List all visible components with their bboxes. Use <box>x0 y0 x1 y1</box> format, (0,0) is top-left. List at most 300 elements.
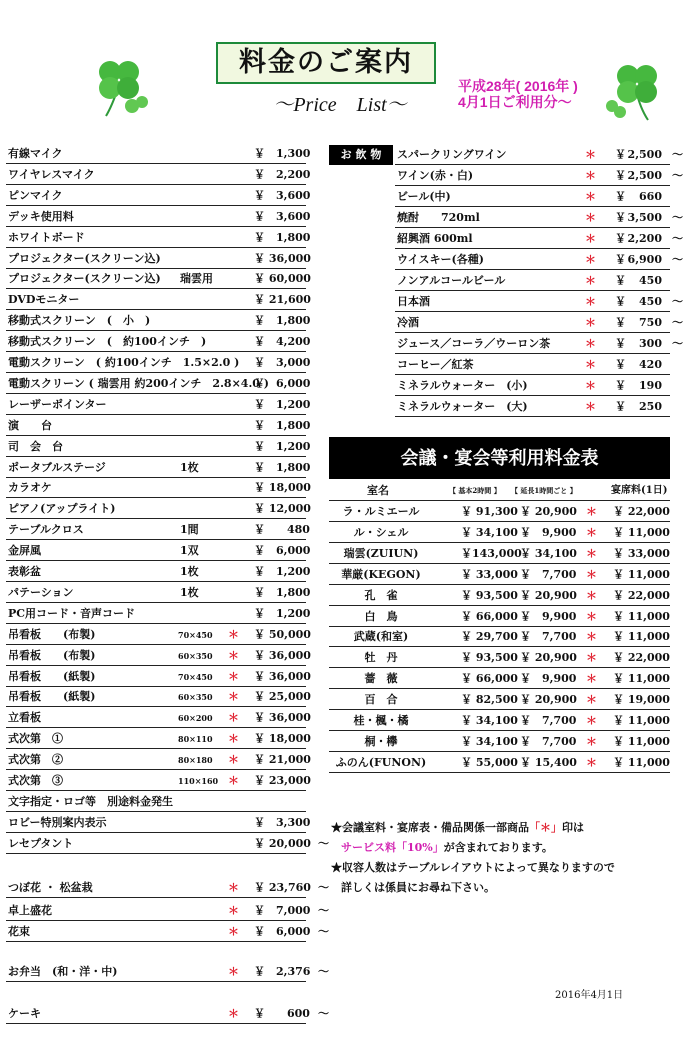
service-asterisk-icon: ＊ <box>585 337 596 350</box>
col-room: 室名 <box>367 484 389 497</box>
equipment-row <box>6 144 311 164</box>
room-row <box>329 523 670 543</box>
service-asterisk-icon: ＊ <box>585 232 596 245</box>
equipment-row <box>6 708 311 728</box>
item-name: ワイヤレスマイク <box>8 167 95 181</box>
room-banquet-fee: ￥ 11,000 <box>613 567 670 581</box>
drink-row <box>395 334 683 354</box>
item-size: 60×350 <box>178 650 213 661</box>
item-name: 金屏風 <box>8 544 41 558</box>
room-banquet-fee: ￥ 22,000 <box>613 505 670 518</box>
room-extension-price: ￥ 20,900 <box>520 505 577 518</box>
item-name: 紹興酒 600ml <box>397 232 473 245</box>
yen-sign: ￥ <box>615 379 626 392</box>
footer-date: 2016年4月1日 <box>555 990 624 1001</box>
yen-sign: ￥ <box>615 295 626 308</box>
service-asterisk-icon: ＊ <box>228 965 239 978</box>
item-name: レセプタント <box>8 836 74 850</box>
service-asterisk-icon: ＊ <box>586 609 597 623</box>
item-name: 吊看板 (布製) <box>8 627 96 641</box>
drink-row <box>395 376 670 396</box>
drink-row <box>395 355 670 375</box>
equipment-row <box>6 458 311 478</box>
equipment-row <box>6 269 311 289</box>
service-asterisk-icon: ＊ <box>228 627 239 641</box>
note-line-1-tail: 印は <box>562 821 584 834</box>
item-name: ピアノ(アップライト) <box>8 502 116 516</box>
service-asterisk-icon: ＊ <box>228 881 239 894</box>
service-asterisk-icon: ＊ <box>585 169 596 182</box>
validity-line-1: 平成28年( 2016年 ) <box>458 78 578 94</box>
room-name: 孔 雀 <box>364 588 398 602</box>
item-price: ￥ 23,760 <box>254 881 311 894</box>
room-name: ふのん(FUNON) <box>335 755 427 769</box>
equipment-row <box>6 207 311 227</box>
room-name: 白 鳥 <box>364 609 398 623</box>
room-base-price: ￥ 93,500 <box>461 588 518 602</box>
item-price: ￥ 6,000 <box>254 925 311 938</box>
item-price: ￥ 50,000 <box>254 627 311 641</box>
item-name: デッキ使用料 <box>8 209 74 223</box>
item-name: ワイン(赤・白) <box>397 169 474 182</box>
item-name: ミネラルウォーター (大) <box>397 400 528 413</box>
item-price: ￥ 1,800 <box>254 314 311 328</box>
item-price: ￥ 36,000 <box>254 648 311 662</box>
validity-line-2: 4月1日ご利用分～ <box>458 94 572 110</box>
room-row <box>329 648 670 668</box>
item-name: ロビー特別案内表示 <box>8 815 107 829</box>
item-name: 有線マイク <box>8 147 63 160</box>
service-asterisk-icon: ＊ <box>228 669 239 683</box>
service-asterisk-icon: ＊ <box>586 567 597 581</box>
item-price: ￥ 480 <box>254 523 310 537</box>
item-price: ￥ 1,800 <box>254 418 311 432</box>
service-asterisk-icon: ＊ <box>228 690 239 704</box>
item-name: 冷酒 <box>397 316 419 329</box>
equipment-row <box>6 228 311 248</box>
room-row <box>329 565 670 585</box>
item-name: 花束 <box>8 925 30 938</box>
room-extension-price: ￥ 20,900 <box>520 693 577 707</box>
price-from-suffix: ～ <box>318 881 329 894</box>
item-price: ￥ 1,300 <box>254 147 311 160</box>
validity-note <box>458 78 578 110</box>
room-base-price: ￥143,000 <box>461 546 522 560</box>
price-from-suffix: ～ <box>672 253 683 266</box>
item-price: ￥ 6,000 <box>254 544 311 558</box>
item-name: DVDモニター <box>8 293 80 307</box>
item-name: 式次第 ① <box>8 732 63 746</box>
item-name: ポータブルステージ <box>8 460 106 474</box>
price-from-suffix: ～ <box>672 211 683 224</box>
extra-row <box>6 1004 329 1024</box>
item-qty: 瑞雲用 <box>180 272 213 286</box>
item-qty: 1枚 <box>180 565 199 578</box>
item-price: ￥ 1,800 <box>254 230 311 244</box>
room-base-price: ￥ 29,700 <box>461 630 518 644</box>
equipment-row <box>6 353 311 373</box>
service-asterisk-icon: ＊ <box>586 714 597 727</box>
item-name: つぼ花 ・ 松盆栽 <box>8 881 93 894</box>
item-price: 3,500 <box>627 211 662 224</box>
item-name: プロジェクター(スクリーン込) <box>8 251 161 265</box>
service-asterisk-icon: ＊ <box>585 211 596 224</box>
item-price: 420 <box>639 358 662 371</box>
yen-sign: ￥ <box>615 274 626 287</box>
item-price: ￥ 23,000 <box>254 774 311 787</box>
item-price: 450 <box>639 295 662 308</box>
yen-sign: ￥ <box>615 400 626 413</box>
room-extension-price: ￥ 7,700 <box>520 714 577 727</box>
room-extension-price: ￥ 7,700 <box>520 734 577 748</box>
item-price: ￥ 36,000 <box>254 711 311 725</box>
drink-row <box>395 250 683 270</box>
item-name: 文字指定・ロゴ等 別途料金発生 <box>8 794 173 808</box>
item-price: ￥ 20,000 <box>254 836 311 850</box>
yen-sign: ￥ <box>615 358 626 371</box>
service-asterisk-icon: ＊ <box>586 546 597 560</box>
room-row <box>329 753 670 773</box>
item-price: ￥ 18,000 <box>254 732 311 746</box>
item-price: ￥ 3,300 <box>254 815 311 829</box>
item-size: 60×350 <box>178 692 213 703</box>
item-price: ￥ 21,000 <box>254 753 311 767</box>
service-asterisk-icon: ＊ <box>586 734 597 748</box>
room-extension-price: ￥ 34,100 <box>520 546 577 560</box>
item-price: ￥ 4,200 <box>254 335 311 349</box>
note-line-2: が含まれております。 <box>443 841 553 854</box>
item-price: ￥ 60,000 <box>254 272 311 286</box>
item-size: 80×180 <box>178 755 213 766</box>
service-asterisk-icon: ＊ <box>586 755 597 769</box>
room-extension-price: ￥ 20,900 <box>520 588 577 602</box>
item-price: ￥ 6,000 <box>254 376 311 390</box>
drink-row <box>395 271 670 291</box>
price-from-suffix: ～ <box>672 337 683 350</box>
service-asterisk-icon: ＊ <box>585 316 596 329</box>
service-asterisk-icon: ＊ <box>228 774 239 787</box>
yen-sign: ￥ <box>615 316 626 329</box>
item-name: 電動スクリーン ( 瑞雲用 約200インチ 2.8×4.0 ) <box>8 376 269 390</box>
room-row <box>329 627 670 647</box>
room-base-price: ￥ 93,500 <box>461 651 518 665</box>
room-row <box>329 690 670 710</box>
room-base-price: ￥ 34,100 <box>461 714 518 727</box>
item-name: PC用コード・音声コード <box>8 606 136 620</box>
item-price: 2,500 <box>627 169 662 182</box>
room-banquet-fee: ￥ 33,000 <box>613 546 670 560</box>
item-price: ￥ 3,600 <box>254 209 311 223</box>
col-base: 【 基本2時間 】 <box>449 486 501 495</box>
room-name: 百 合 <box>364 693 398 707</box>
room-row <box>329 607 670 627</box>
room-table-header <box>329 481 670 501</box>
item-name: 立看板 <box>8 711 41 725</box>
room-banquet-fee: ￥ 11,000 <box>613 609 670 623</box>
price-from-suffix: ～ <box>672 316 683 329</box>
drink-row <box>395 145 683 165</box>
item-name: 表彰盆 <box>8 565 41 578</box>
item-price: ￥ 600 <box>254 1007 310 1020</box>
equipment-row <box>6 499 311 519</box>
item-name: 移動式スクリーン ( 小 ) <box>8 314 151 328</box>
drink-row <box>395 292 683 312</box>
room-name: 桐・欅 <box>364 734 398 748</box>
service-asterisk-icon: ＊ <box>585 295 596 308</box>
item-qty: 1間 <box>180 523 199 537</box>
room-name: ル・シェル <box>353 525 409 539</box>
item-price: ￥ 18,000 <box>254 481 311 495</box>
drink-row <box>395 208 683 228</box>
room-row <box>329 669 670 689</box>
clover-right-icon <box>598 50 674 126</box>
room-banquet-fee: ￥ 11,000 <box>613 755 670 769</box>
yen-sign: ￥ <box>615 190 626 203</box>
equipment-row <box>6 249 311 269</box>
equipment-row <box>6 604 311 624</box>
room-base-price: ￥ 34,100 <box>461 734 518 748</box>
equipment-row <box>6 687 311 707</box>
item-name: ミネラルウォーター (小) <box>397 379 528 392</box>
item-name: パテーション <box>8 585 74 599</box>
item-name: スパークリングワイン <box>397 148 507 161</box>
equipment-row <box>6 729 311 749</box>
item-name: 吊看板 (布製) <box>8 648 96 662</box>
item-name: 吊看板 (紙製) <box>8 690 96 704</box>
price-from-suffix: ～ <box>318 925 329 938</box>
item-qty: 1枚 <box>180 585 199 599</box>
yen-sign: ￥ <box>615 211 626 224</box>
item-name: ノンアルコールビール <box>397 274 506 287</box>
note-mark: 「＊」 <box>529 821 562 834</box>
equipment-row <box>6 771 311 791</box>
service-charge-highlight: サービス料「10%」 <box>341 841 444 854</box>
room-name: 華厳(KEGON) <box>341 567 421 581</box>
room-name: ラ・ルミエール <box>342 505 420 518</box>
equipment-row <box>6 625 311 645</box>
equipment-row <box>6 416 311 436</box>
room-row <box>329 502 670 522</box>
item-size: 60×200 <box>178 713 213 724</box>
room-banquet-fee: ￥ 11,000 <box>613 672 670 686</box>
item-price: 190 <box>639 379 662 392</box>
equipment-row <box>6 750 311 770</box>
equipment-row <box>6 834 329 854</box>
item-price: ￥ 36,000 <box>254 251 311 265</box>
room-extension-price: ￥ 9,900 <box>520 525 577 539</box>
item-price: ￥ 1,200 <box>254 606 311 620</box>
item-name: テーブルクロス <box>8 523 84 537</box>
price-from-suffix: ～ <box>672 169 683 182</box>
drink-row <box>395 229 683 249</box>
room-banquet-fee: ￥ 11,000 <box>613 525 670 539</box>
item-name: 日本酒 <box>397 295 430 308</box>
room-extension-price: ￥ 9,900 <box>520 672 577 686</box>
equipment-row <box>6 374 311 394</box>
service-asterisk-icon: ＊ <box>585 400 596 413</box>
equipment-row <box>6 520 310 540</box>
yen-sign: ￥ <box>615 232 626 245</box>
yen-sign: ￥ <box>615 169 626 182</box>
room-base-price: ￥ 82,500 <box>461 693 518 707</box>
item-name: 式次第 ② <box>8 753 63 767</box>
price-from-suffix: ～ <box>318 1007 329 1020</box>
yen-sign: ￥ <box>615 148 626 161</box>
equipment-row <box>6 186 311 206</box>
service-asterisk-icon: ＊ <box>586 693 597 707</box>
item-name: ビール(中) <box>397 190 451 203</box>
room-extension-price: ￥ 7,700 <box>520 630 577 644</box>
equipment-row <box>6 813 311 833</box>
service-asterisk-icon: ＊ <box>586 525 597 539</box>
service-asterisk-icon: ＊ <box>585 274 596 287</box>
equipment-row <box>6 290 311 310</box>
room-banquet-fee: ￥ 11,000 <box>613 630 670 644</box>
equipment-row <box>6 395 311 415</box>
room-base-price: ￥ 33,000 <box>461 567 518 581</box>
equipment-row <box>6 437 311 457</box>
service-asterisk-icon: ＊ <box>228 753 239 767</box>
item-name: お弁当 (和・洋・中) <box>8 965 118 978</box>
item-name: ケーキ <box>8 1007 41 1020</box>
room-banquet-fee: ￥ 11,000 <box>613 734 670 748</box>
room-base-price: ￥ 66,000 <box>461 672 518 686</box>
item-price: ￥ 1,800 <box>254 460 311 474</box>
room-row <box>329 586 670 606</box>
item-price: ￥ 21,600 <box>254 293 311 307</box>
item-qty: 1双 <box>180 544 199 558</box>
item-price: 2,200 <box>627 232 662 245</box>
item-price: ￥ 12,000 <box>254 502 311 516</box>
equipment-row <box>6 541 311 561</box>
equipment-row <box>6 667 311 687</box>
yen-sign: ￥ <box>615 253 626 266</box>
drink-row <box>395 166 683 186</box>
service-asterisk-icon: ＊ <box>228 1007 239 1020</box>
equipment-row <box>6 478 311 498</box>
extra-row <box>6 962 329 982</box>
room-extension-price: ￥ 7,700 <box>520 567 577 581</box>
room-banquet-fee: ￥ 11,000 <box>613 714 670 727</box>
equipment-row <box>6 311 311 331</box>
item-name: 吊看板 (紙製) <box>8 669 96 683</box>
item-name: プロジェクター(スクリーン込) <box>8 272 161 286</box>
item-qty: 1枚 <box>180 460 199 474</box>
item-price: ￥ 1,200 <box>254 439 311 453</box>
item-name: カラオケ <box>8 481 52 495</box>
item-name: コーヒー／紅茶 <box>397 358 474 371</box>
item-price: 250 <box>639 400 662 413</box>
item-name: 移動式スクリーン ( 約100インチ ) <box>8 335 207 349</box>
room-table-banner: 会議・宴会等利用料金表 <box>329 437 670 479</box>
item-price: ￥ 1,200 <box>254 397 311 411</box>
room-base-price: ￥ 91,300 <box>461 505 518 518</box>
item-price: ￥ 1,200 <box>254 565 311 578</box>
item-name: 卓上盛花 <box>8 904 52 917</box>
room-banquet-fee: ￥ 19,000 <box>613 693 670 707</box>
equipment-row <box>6 165 311 185</box>
service-asterisk-icon: ＊ <box>586 672 597 686</box>
item-name: 焼酎 720ml <box>397 211 480 224</box>
price-from-suffix: ～ <box>318 836 329 850</box>
service-asterisk-icon: ＊ <box>586 588 597 602</box>
drinks-label: お 飲 物 <box>329 145 393 165</box>
item-name: ジュース／コーラ／ウーロン茶 <box>397 337 551 350</box>
item-size: 80×110 <box>178 734 213 745</box>
item-name: 式次第 ③ <box>8 774 63 787</box>
room-extension-price: ￥ 15,400 <box>520 755 577 769</box>
note-line-1: ★会議室料・宴席表・備品関係一部商品 <box>331 821 529 834</box>
extra-row <box>6 878 329 898</box>
extra-row <box>6 922 329 942</box>
room-base-price: ￥ 55,000 <box>461 755 518 769</box>
page-subtitle: ～Price List～ <box>273 94 407 116</box>
item-price: ￥ 7,000 <box>254 904 311 917</box>
service-asterisk-icon: ＊ <box>228 904 239 917</box>
service-asterisk-icon: ＊ <box>585 253 596 266</box>
item-size: 70×450 <box>178 629 213 640</box>
col-extension: 【 延長1時間ごと 】 <box>511 486 577 495</box>
extra-row <box>6 901 329 921</box>
price-from-suffix: ～ <box>318 904 329 917</box>
item-price: 2,500 <box>627 148 662 161</box>
item-price: ￥ 1,800 <box>254 585 311 599</box>
item-name: ウイスキー(各種) <box>397 253 484 266</box>
equipment-row <box>6 583 311 603</box>
price-from-suffix: ～ <box>672 148 683 161</box>
service-asterisk-icon: ＊ <box>586 505 597 518</box>
room-base-price: ￥ 66,000 <box>461 609 518 623</box>
item-name: ピンマイク <box>8 188 63 202</box>
note-line-3: ★収容人数はテーブルレイアウトによって異なりますので <box>331 861 615 874</box>
service-asterisk-icon: ＊ <box>585 379 596 392</box>
room-name: 武蔵(和室) <box>353 630 409 644</box>
note-line-4: 詳しくは係員にお尋ね下さい。 <box>341 881 495 894</box>
price-from-suffix: ～ <box>672 232 683 245</box>
equipment-row <box>6 646 311 666</box>
service-asterisk-icon: ＊ <box>585 358 596 371</box>
item-name: 電動スクリーン ( 約100インチ 1.5×2.0 ) <box>8 356 240 369</box>
page-title: 料金のご案内 <box>216 42 436 84</box>
item-price: 450 <box>639 274 662 287</box>
room-extension-price: ￥ 9,900 <box>520 609 577 623</box>
room-row <box>329 711 670 731</box>
equipment-row <box>6 562 311 582</box>
drink-row <box>395 397 670 417</box>
service-asterisk-icon: ＊ <box>585 148 596 161</box>
equipment-row <box>6 792 306 812</box>
room-banquet-fee: ￥ 22,000 <box>613 588 670 602</box>
item-price: 750 <box>639 316 662 329</box>
room-name: 瑞雲(ZUIUN) <box>343 546 419 560</box>
item-name: 司 会 台 <box>8 439 63 453</box>
room-base-price: ￥ 34,100 <box>461 525 518 539</box>
service-charge-note <box>331 818 671 898</box>
room-name: 牡 丹 <box>364 651 398 665</box>
item-price: ￥ 3,600 <box>254 188 311 202</box>
drink-row <box>395 313 683 333</box>
item-size: 110×160 <box>178 776 219 786</box>
col-banquet-fee: 宴席料(1日) <box>611 485 668 496</box>
yen-sign: ￥ <box>615 337 626 350</box>
service-asterisk-icon: ＊ <box>228 711 239 725</box>
room-row <box>329 544 670 564</box>
service-asterisk-icon: ＊ <box>228 925 239 938</box>
service-asterisk-icon: ＊ <box>585 190 596 203</box>
equipment-row <box>6 332 311 352</box>
item-size: 70×450 <box>178 671 213 682</box>
item-price: ￥ 2,200 <box>254 167 311 181</box>
